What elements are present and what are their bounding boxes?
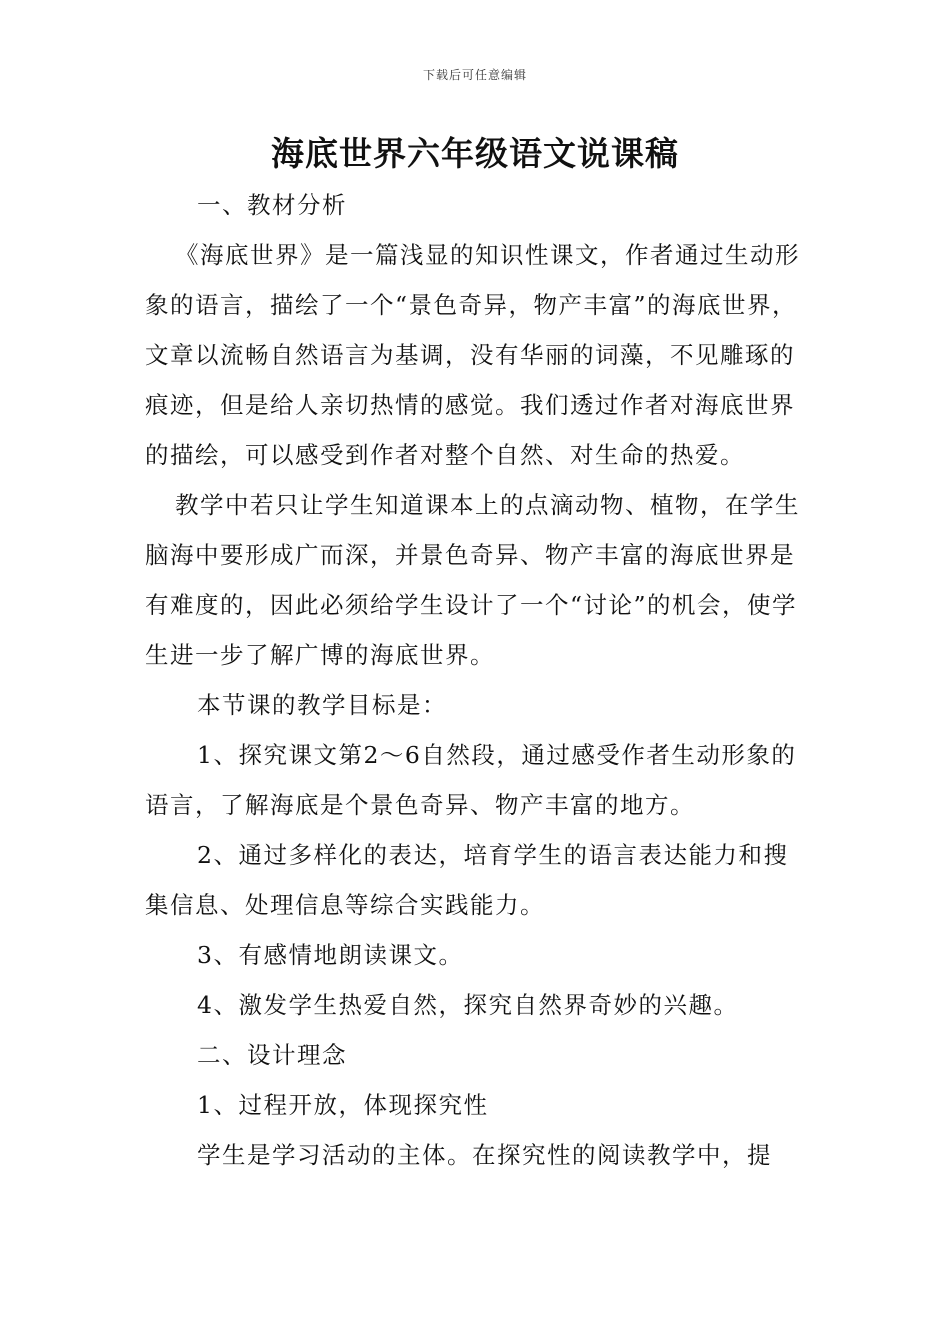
- paragraph-student-subject: 学生是学习活动的主体。在探究性的阅读教学中，提: [197, 1141, 772, 1169]
- paragraph-intro: 《海底世界》是一篇浅显的知识性课文，作者通过生动形象的语言，描绘了一个“景色奇异，物产丰富”的海底世界，文章以流畅自然语言为基调，没有华丽的词藻，不见雕琢的痕迹，但是给人亲切热情的感觉。我们透过作者对海底世界的描绘，可以感受到作者对整个自然、对生命的热爱。: [145, 241, 800, 469]
- objective-item-2: 2、通过多样化的表达，培育学生的语言表达能力和搜集信息、处理信息等综合实践能力。: [145, 841, 789, 919]
- objective-item-1: 1、探究课文第2～6自然段，通过感受作者生动形象的语言，了解海底是个景色奇异、物产丰富的地方。: [145, 741, 797, 819]
- paragraph-objectives-lead: 本节课的教学目标是：: [197, 691, 447, 719]
- objective-item-3: 3、有感情地朗读课文。: [197, 941, 464, 969]
- subheading-open-process: 1、过程开放，体现探究性: [197, 1091, 489, 1119]
- section-heading-textbook-analysis: 一、教材分析: [197, 191, 347, 219]
- objective-item-4: 4、激发学生热爱自然，探究自然界奇妙的兴趣。: [197, 991, 739, 1019]
- paragraph-teaching-difficulty: 教学中若只让学生知道课本上的点滴动物、植物，在学生脑海中要形成广而深，并景色奇异、物产丰富的海底世界是有难度的，因此必须给学生设计了一个“讨论”的机会，使学生进一步了解广博的海底世界。: [145, 491, 800, 669]
- header-note: 下载后可任意编辑: [422, 68, 527, 82]
- document-body: [145, 180, 809, 1180]
- section-heading-design-concept: 二、设计理念: [197, 1041, 347, 1069]
- document-title: 海底世界六年级语文说课稿: [271, 134, 679, 173]
